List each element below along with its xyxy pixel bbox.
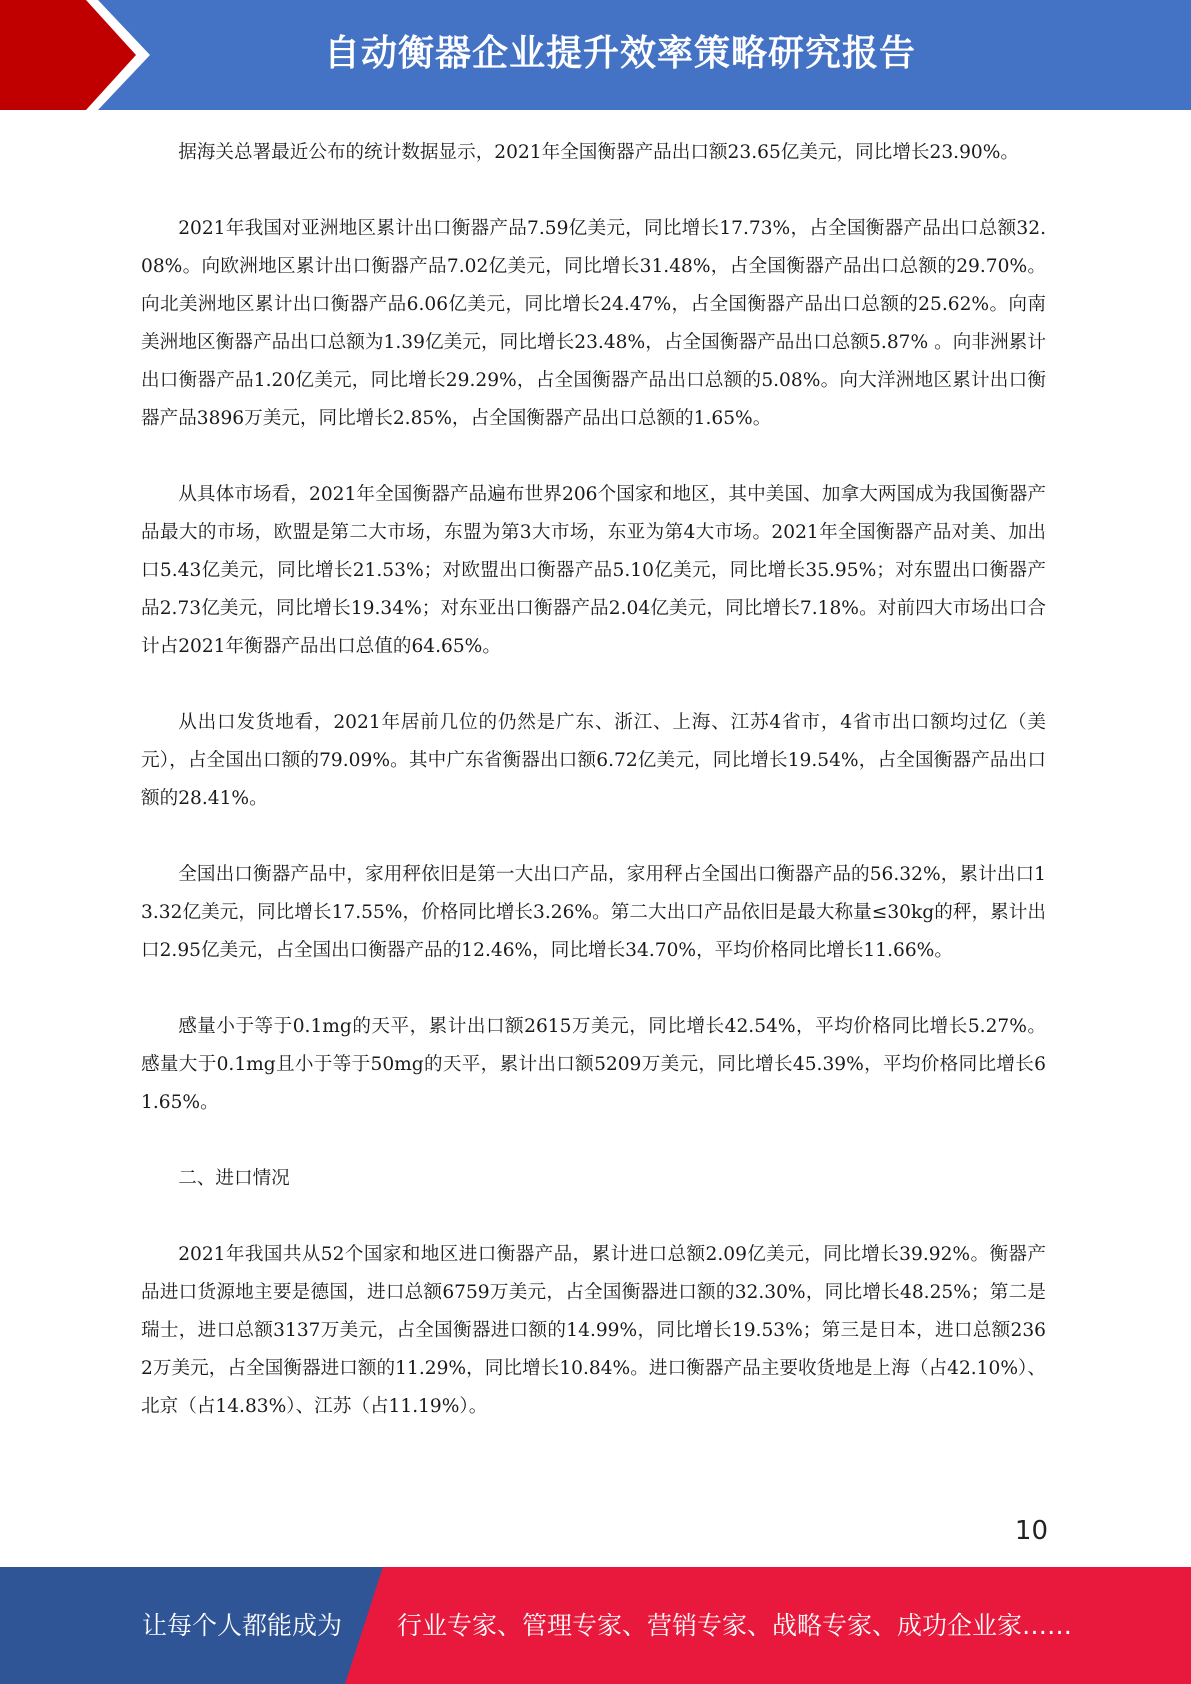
footer-banner	[0, 1567, 1191, 1684]
report-body	[141, 134, 1046, 1464]
paragraph-export-by-region: 2021年我国对亚洲地区累计出口衡器产品7.59亿美元，同比增长17.73%，占全国衡器产品出口总额32.08%。向欧洲地区累计出口衡器产品7.02亿美元，同比增长31.48%，占全国衡器产品出口总额的29.70%。向北美洲地区累计出口衡器产品6.06亿美元，同比增长24.47%，占全国衡器产品出口总额的25.62%。向南美洲地区衡器产品出口总额为1.39亿美元，同比增长23.48%，占全国衡器产品出口总额5.87% 。向非洲累计出口衡器产品1.20亿美元，同比增长29.29%，占全国衡器产品出口总额的5.08%。向大洋洲地区累计出口衡器产品3896万美元，同比增长2.85%，占全国衡器产品出口总额的1.65%。	[141, 218, 1046, 429]
header-banner	[0, 0, 1191, 110]
paragraph-import-summary: 2021年我国共从52个国家和地区进口衡器产品，累计进口总额2.09亿美元，同比增长39.92%。衡器产品进口货源地主要是德国，进口总额6759万美元，占全国衡器进口额的32.30%，同比增长48.25%；第二是瑞士，进口总额3137万美元，占全国衡器进口额的14.99%，同比增长19.53%；第三是日本，进口总额2362万美元，占全国衡器进口额的11.29%，同比增长10.84%。进口衡器产品主要收货地是上海（占42.10%）、北京（占14.83%）、江苏（占11.19%）。	[141, 1244, 1046, 1417]
header-title: 自动衡器企业提升效率策略研究报告	[323, 33, 916, 74]
paragraph-export-total: 据海关总署最近公布的统计数据显示，2021年全国衡器产品出口额23.65亿美元，同比增长23.90%。	[178, 142, 1020, 163]
section-heading-import: 二、进口情况	[178, 1168, 290, 1189]
footer-slogan-right: 行业专家、管理专家、营销专家、战略专家、成功企业家……	[397, 1611, 1073, 1640]
footer-slogan-left: 让每个人都能成为	[142, 1611, 343, 1640]
paragraph-export-by-market: 从具体市场看，2021年全国衡器产品遍布世界206个国家和地区，其中美国、加拿大两国成为我国衡器产品最大的市场，欧盟是第二大市场，东盟为第3大市场，东亚为第4大市场。2021年全国衡器产品对美、加出口5.43亿美元，同比增长21.53%；对欧盟出口衡器产品5.10亿美元，同比增长35.95%；对东盟出口衡器产品2.73亿美元，同比增长19.34%；对东亚出口衡器产品2.04亿美元，同比增长7.18%。对前四大市场出口合计占2021年衡器产品出口总值的64.65%。	[141, 484, 1046, 657]
paragraph-export-by-origin: 从出口发货地看，2021年居前几位的仍然是广东、浙江、上海、江苏4省市，4省市出口额均过亿（美元），占全国出口额的79.09%。其中广东省衡器出口额6.72亿美元，同比增长19.54%，占全国衡器产品出口额的28.41%。	[141, 712, 1046, 809]
paragraph-export-balances: 感量小于等于0.1mg的天平，累计出口额2615万美元，同比增长42.54%，平均价格同比增长5.27%。感量大于0.1mg且小于等于50mg的天平，累计出口额5209万美元，同比增长45.39%，平均价格同比增长61.65%。	[141, 1016, 1046, 1113]
page-number: 10	[1014, 1516, 1048, 1546]
paragraph-export-by-product: 全国出口衡器产品中，家用秤依旧是第一大出口产品，家用秤占全国出口衡器产品的56.32%，累计出口13.32亿美元，同比增长17.55%，价格同比增长3.26%。第二大出口产品依旧是最大称量≤30kg的秤，累计出口2.95亿美元，占全国出口衡器产品的12.46%，同比增长34.70%，平均价格同比增长11.66%。	[141, 864, 1046, 961]
